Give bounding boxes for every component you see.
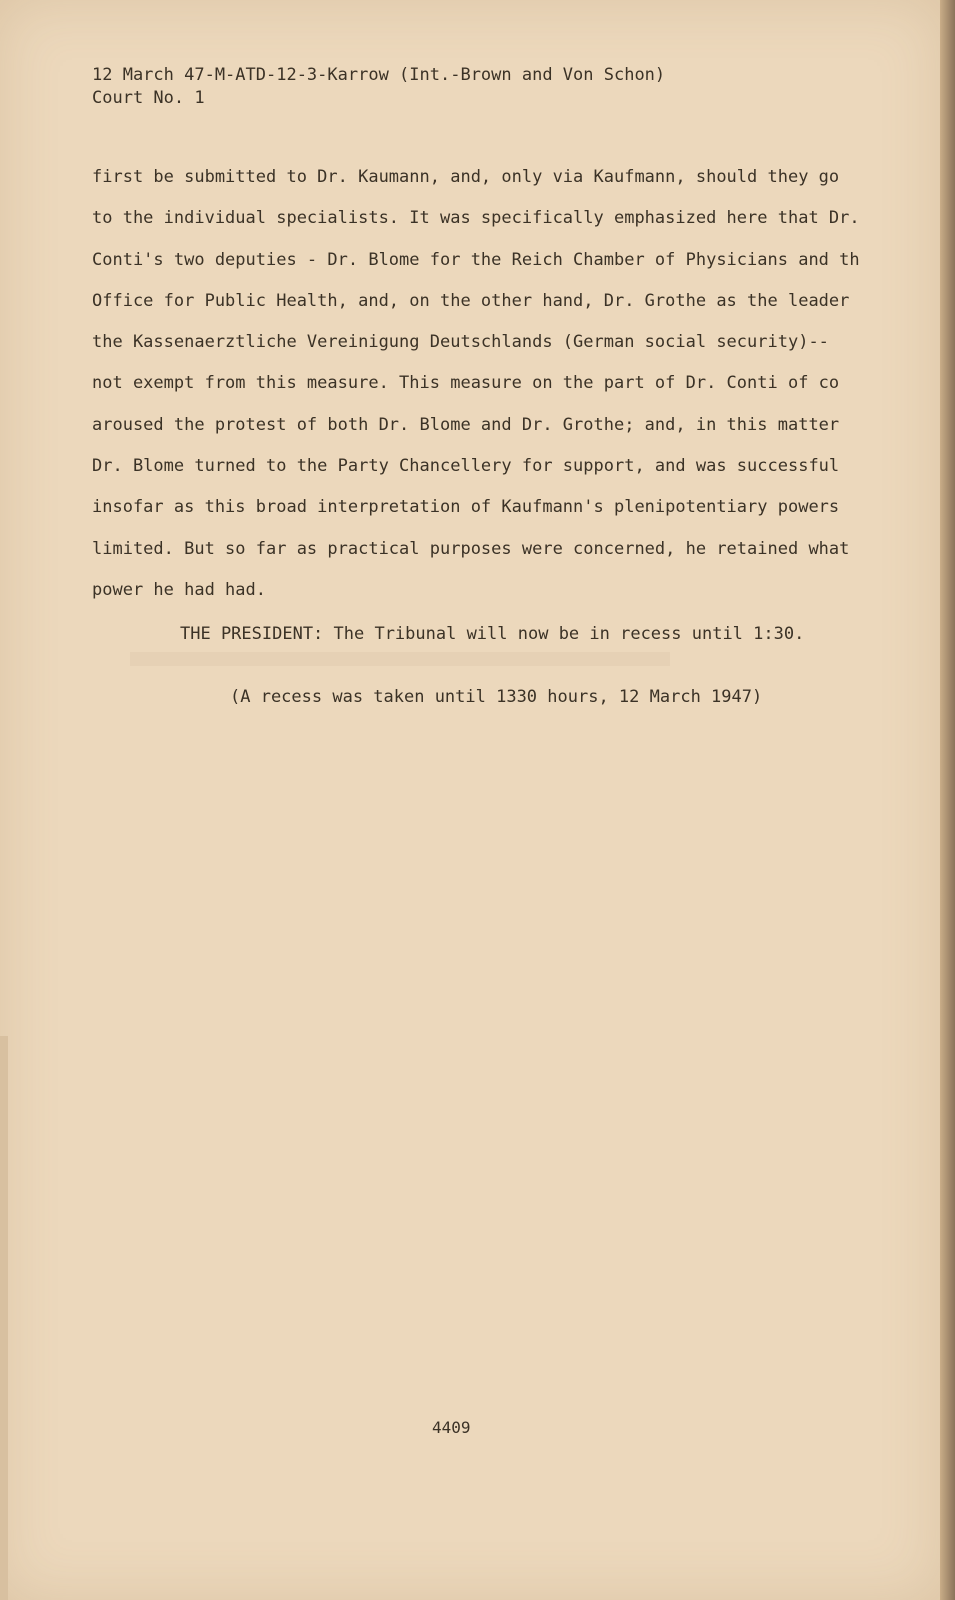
body-line: power he had had. <box>92 579 266 600</box>
show-through-ghost <box>130 652 670 666</box>
body-line: to the individual specialists. It was specifically emphasized here that Dr. <box>92 208 860 229</box>
page-edge-right <box>940 0 955 1600</box>
president-statement: THE PRESIDENT: The Tribunal will now be in recess until 1:30. <box>180 624 805 644</box>
body-line: Dr. Blome turned to the Party Chancellery for support, and was successful <box>92 456 840 477</box>
header-session-line: 12 March 47-M-ATD-12-3-Karrow (Int.-Brown and Von Schon) <box>92 65 666 85</box>
body-line: limited. But so far as practical purposes were concerned, he retained what <box>92 538 850 559</box>
body-line: Conti's two deputies - Dr. Blome for the Reich Chamber of Physicians and th <box>92 249 860 270</box>
body-line: Office for Public Health, and, on the other hand, Dr. Grothe as the leader <box>92 290 850 311</box>
transcript-body <box>92 166 860 620</box>
page-edge-left <box>0 1036 8 1600</box>
page-number: 4409 <box>432 1418 471 1437</box>
body-line: not exempt from this measure. This measure on the part of Dr. Conti of co <box>92 373 840 394</box>
document-header <box>92 64 665 110</box>
body-line: insofar as this broad interpretation of Kaufmann's plenipotentiary powers <box>92 497 840 518</box>
header-court-line: Court No. 1 <box>92 88 205 108</box>
recess-note: (A recess was taken until 1330 hours, 12 March 1947) <box>230 687 763 707</box>
body-line: first be submitted to Dr. Kaumann, and, only via Kaufmann, should they go <box>92 167 840 187</box>
body-line: the Kassenaerztliche Vereinigung Deutschlands (German social security)-- <box>92 332 829 353</box>
body-line: aroused the protest of both Dr. Blome and Dr. Grothe; and, in this matter <box>92 414 840 435</box>
